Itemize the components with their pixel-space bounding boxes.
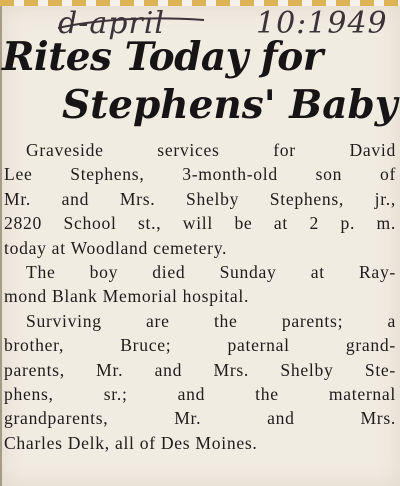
article-line: phens, sr.; and the maternal xyxy=(4,384,396,405)
article-line: Surviving are the parents; a xyxy=(26,310,396,331)
article-line: brother, Bruce; paternal grand- xyxy=(4,335,396,356)
article-line: Lee Stephens, 3-month-old son of xyxy=(4,164,396,185)
article-line: The boy died Sunday at Ray- xyxy=(26,262,396,283)
article-paragraph-death xyxy=(4,260,396,309)
article-body xyxy=(4,138,396,455)
article-paragraph-survivors xyxy=(4,309,396,455)
handwritten-date-prefix: d-april xyxy=(58,6,165,41)
handwritten-date: 10:1949 xyxy=(256,6,388,41)
article-line: Mr. and Mrs. Shelby Stephens, jr., xyxy=(4,188,396,209)
article-line: mond Blank Memorial hospital. xyxy=(4,286,250,307)
headline-line-2: Stephens' Baby xyxy=(62,82,398,128)
article-line: today at Woodland cemetery. xyxy=(4,237,228,258)
article-line: Charles Delk, all of Des Moines. xyxy=(4,432,258,453)
headline-line-1: Rites Today for xyxy=(2,34,323,80)
article-paragraph-services xyxy=(4,138,396,260)
article-line: Graveside services for David xyxy=(26,140,396,160)
article-line: grandparents, Mr. and Mrs. xyxy=(4,408,396,429)
article-line: parents, Mr. and Mrs. Shelby Ste- xyxy=(4,359,396,380)
article-line: 2820 School st., will be at 2 p. m. xyxy=(4,213,396,234)
